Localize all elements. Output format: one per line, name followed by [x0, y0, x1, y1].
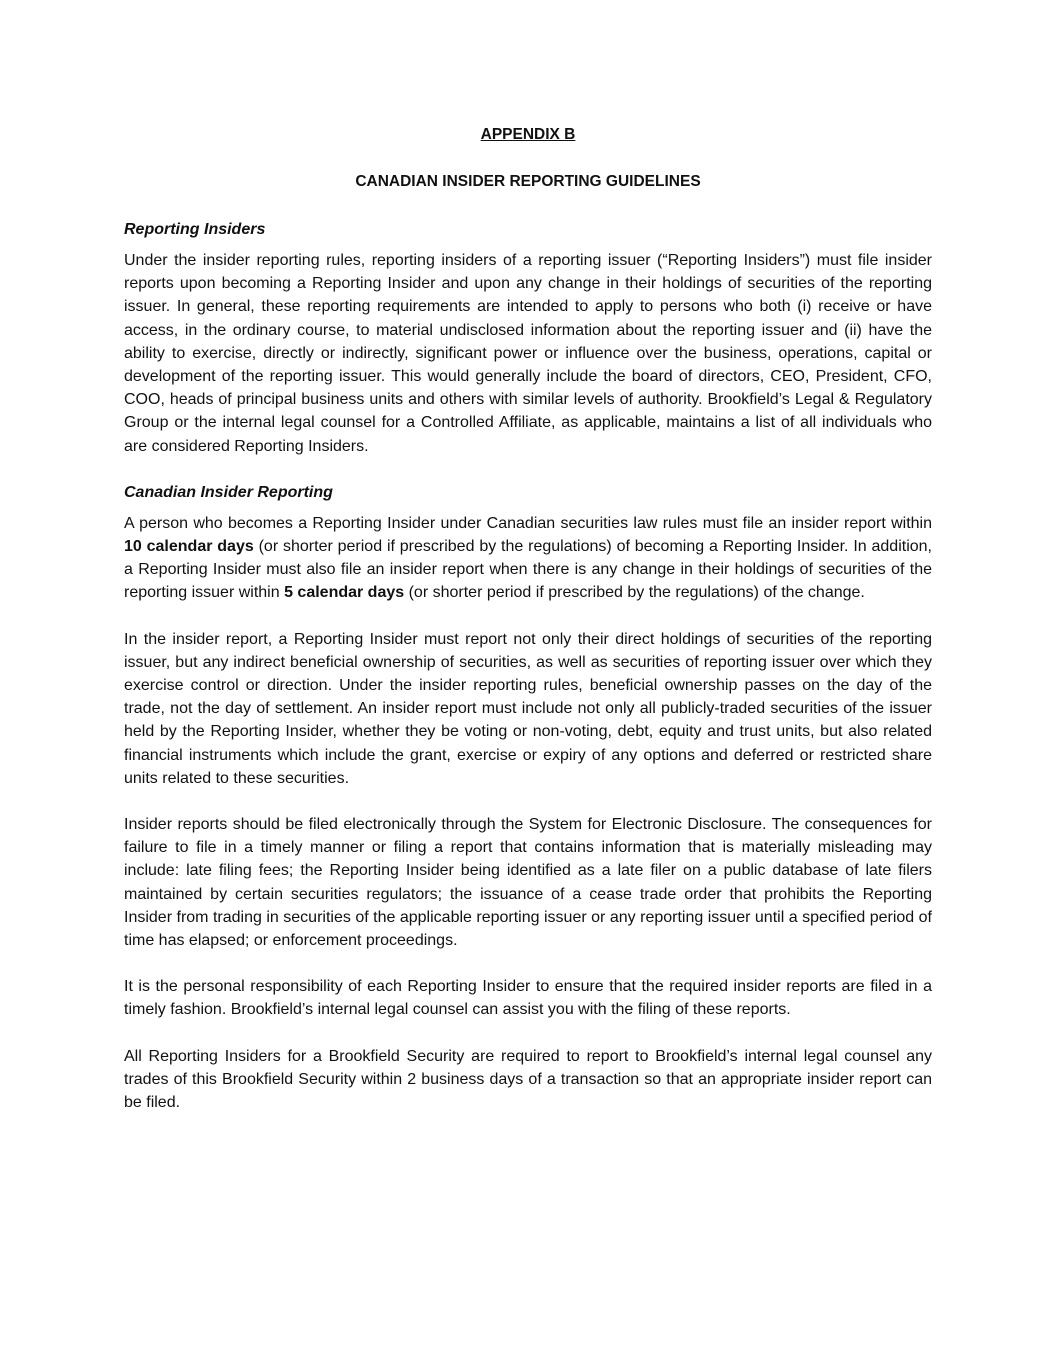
- reporting-insiders-paragraph: Under the insider reporting rules, reporting insiders of a reporting issuer (“Reporting Insiders”) must file insider reports upon becoming a Reporting Insider and upon any change in their holdings of securities of the reporting issuer. In general, these reporting requirements are intended to apply to persons who both (i) receive or have access, in the ordinary course, to material undisclosed information about the reporting issuer and (ii) have the ability to exercise, directly or indirectly, significant power or influence over the business, operations, capital or development of the reporting issuer. This would generally include the board of directors, CEO, President, CFO, COO, heads of principal business units and others with similar levels of authority. Brookfield’s Legal & Regulatory Group or the internal legal counsel for a Controlled Affiliate, as applicable, maintains a list of all individuals who are considered Reporting Insiders.: [124, 252, 932, 455]
- canadian-reporting-paragraph-5: All Reporting Insiders for a Brookfield Security are required to report to Brookfield’s internal legal counsel any trades of this Brookfield Security within 2 business days of a transaction so that an appropriate insider report can be filed.: [124, 1047, 932, 1112]
- appendix-title: APPENDIX B: [480, 126, 576, 143]
- p1-text-part-3: (or shorter period if prescribed by the regulations) of the change.: [404, 584, 865, 602]
- document-title: CANADIAN INSIDER REPORTING GUIDELINES: [355, 173, 701, 190]
- canadian-reporting-paragraph-1: [124, 512, 932, 605]
- document-page: [124, 124, 932, 1114]
- p1-bold-10-calendar-days: 10 calendar days: [124, 538, 254, 556]
- p1-text-part-1: A person who becomes a Reporting Insider under Canadian securities law rules must file an insider report within: [124, 514, 932, 532]
- section-heading-canadian-insider-reporting: Canadian Insider Reporting: [124, 483, 333, 501]
- canadian-reporting-paragraph-3: Insider reports should be filed electronically through the System for Electronic Disclosure. The consequences for failure to file in a timely manner or filing a report that contains information that is materially misleading may include: late filing fees; the Reporting Insider being identified as a late filer on a public database of late filers maintained by certain securities regulators; the issuance of a cease trade order that prohibits the Reporting Insider from trading in securities of the applicable reporting issuer or any reporting issuer until a specified period of time has elapsed; or enforcement proceedings.: [124, 816, 932, 950]
- canadian-reporting-paragraph-2: In the insider report, a Reporting Insider must report not only their direct holdings of securities of the reporting issuer, but any indirect beneficial ownership of securities, as well as securities of reporting issuer over which they exercise control or direction. Under the insider reporting rules, beneficial ownership passes on the day of the trade, not the day of settlement. An insider report must include not only all publicly-traded securities of the issuer held by the Reporting Insider, whether they be voting or non-voting, debt, equity and trust units, but also related financial instruments which include the grant, exercise or expiry of any options and deferred or restricted share units related to these securities.: [124, 630, 932, 787]
- canadian-reporting-paragraph-4: It is the personal responsibility of each Reporting Insider to ensure that the required insider reports are filed in a timely fashion. Brookfield’s internal legal counsel can assist you with the filing of these reports.: [124, 978, 932, 1019]
- section-heading-reporting-insiders: Reporting Insiders: [124, 221, 266, 238]
- p1-text-part-2: (or shorter period if prescribed by the regulations) of becoming a Reporting Insider. In addition, a Reporting Insider must also file an insider report when there is any change in their holdings of securities of the reporting issuer within: [124, 538, 933, 602]
- p1-bold-5-calendar-days: 5 calendar days: [284, 584, 405, 602]
